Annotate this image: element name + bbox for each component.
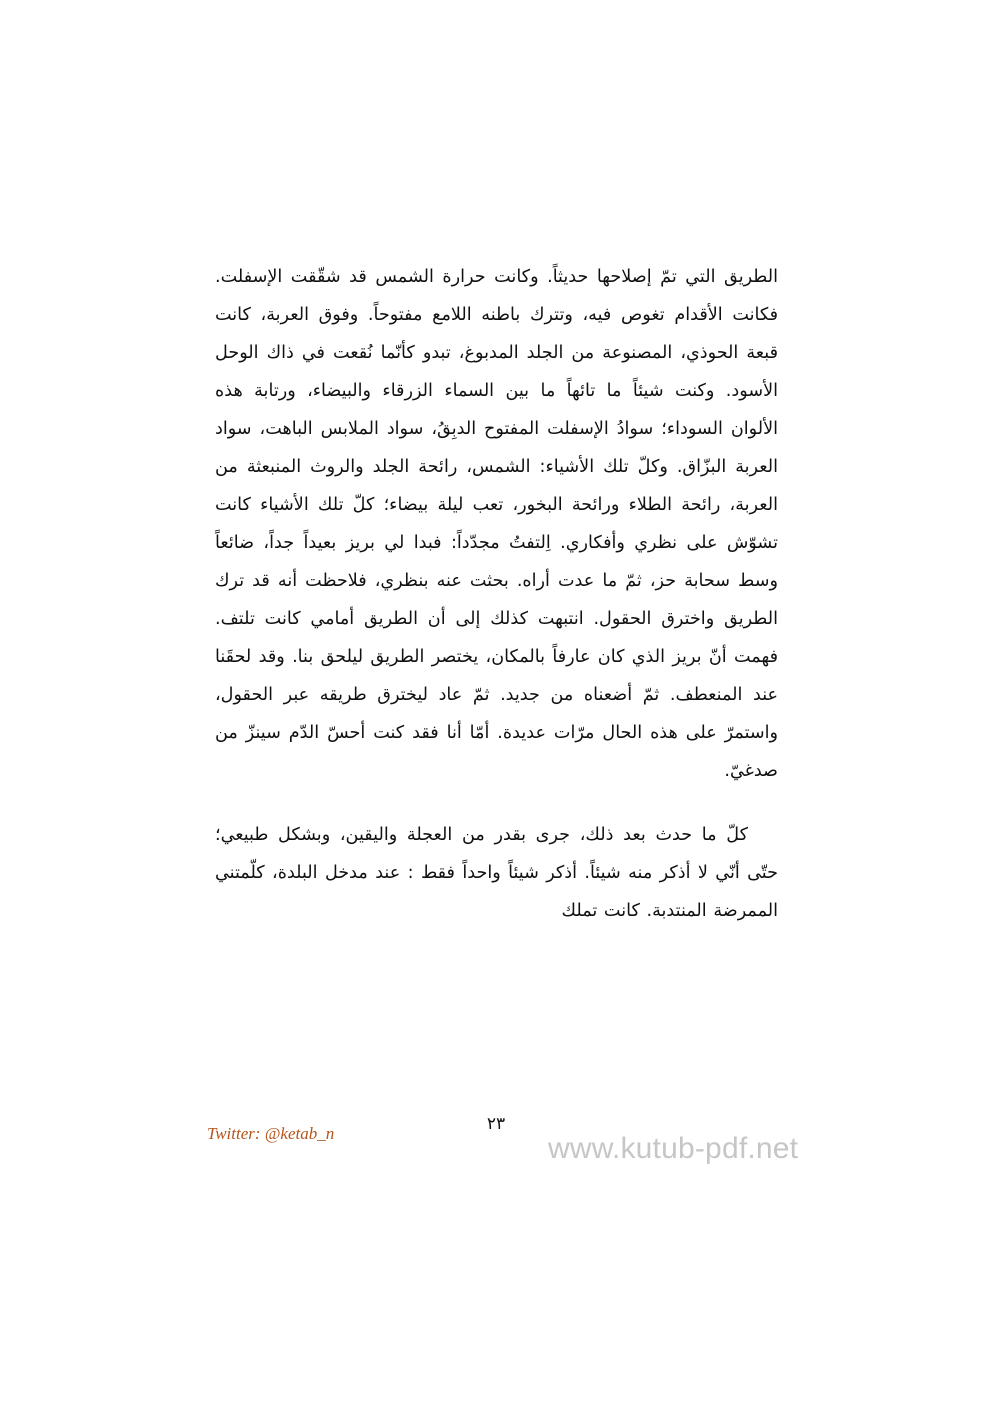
page-footer	[0, 1110, 992, 1200]
page-number: ٢٣	[486, 1114, 506, 1134]
page-body-text	[215, 258, 778, 930]
body-paragraph-2: كلّ ما حدث بعد ذلك، جرى بقدر من العجلة واليقين، وبشكل طبيعي؛ حتّى أنّي لا أذكر منه شيئاً. أذكر شيئاً واحداً فقط : عند مدخل البلدة، كلّمتني الممرضة المنتدبة. كانت تملك	[215, 825, 778, 921]
site-watermark: www.kutub-pdf.net	[548, 1132, 799, 1165]
body-paragraph-1: الطريق التي تمّ إصلاحها حديثاً. وكانت حرارة الشمس قد شقّقت الإسفلت. فكانت الأقدام تغوص فيه، وتترك باطنه اللامع مفتوحاً. وفوق العربة، كانت قبعة الحوذي، المصنوعة من الجلد المدبوغ، تبدو كأنّما نُقعت في ذاك الوحل الأسود. وكنت شيئاً ما تائهاً ما بين السماء الزرقاء والبيضاء، ورتابة هذه الألوان السوداء؛ سوادُ الإسفلت المفتوح الدبِقُ، سواد الملابس الباهت، سواد العربة البزّاق. وكلّ تلك الأشياء: الشمس، رائحة الجلد والروث المنبعثة من العربة، رائحة الطلاء ورائحة البخور، تعب ليلة بيضاء؛ كلّ تلك الأشياء كانت تشوّش على نظري وأفكاري. اِلتفتُ مجدّداً: فبدا لي بريز بعيداً جداً، ضائعاً وسط سحابة حز، ثمّ ما عدت أراه. بحثت عنه بنظري، فلاحظت أنه قد ترك الطريق واخترق الحقول. انتبهت كذلك إلى أن الطريق أمامي كانت تلتف. فهمت أنّ بريز الذي كان عارفاً بالمكان، يختصر الطريق ليلحق بنا. وقد لحقَنا عند المنعطف. ثمّ أضعناه من جديد. ثمّ عاد ليخترق طريقه عبر الحقول، واستمرّ على هذه الحال مرّات عديدة. أمّا أنا فقد كنت أحسّ الدّم سينزّ من صدغيّ.	[215, 267, 778, 781]
twitter-credit-stamp: Twitter: @ketab_n	[207, 1124, 335, 1143]
